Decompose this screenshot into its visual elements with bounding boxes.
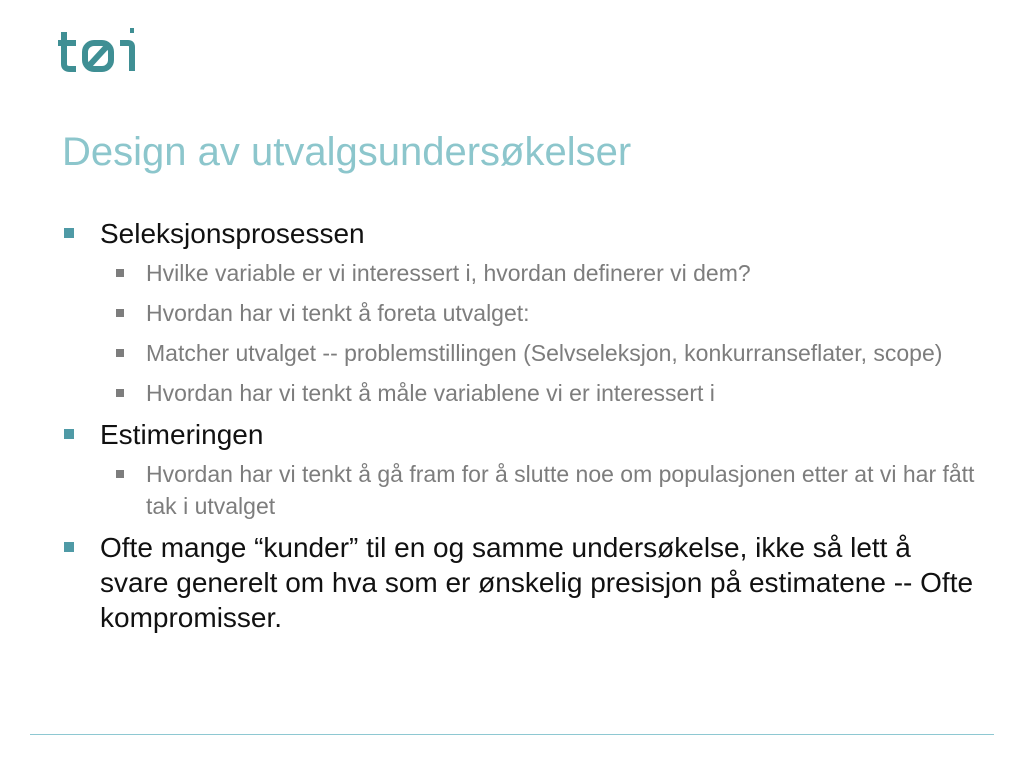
slide-title: Design av utvalgsundersøkelser	[62, 130, 632, 174]
bullet-item	[62, 530, 982, 635]
square-bullet-icon	[116, 309, 124, 317]
sub-bullet-item	[100, 297, 982, 329]
bullet-list	[62, 216, 982, 641]
sub-bullet-text: Hvordan har vi tenkt å måle variablene vi er interessert i	[146, 380, 715, 406]
sub-bullet-item	[100, 458, 982, 522]
square-bullet-icon	[64, 228, 74, 238]
bullet-text: Seleksjonsprosessen	[100, 218, 365, 249]
sub-bullet-text: Hvordan har vi tenkt å gå fram for å slutte noe om populasjonen etter at vi har fått tak i utvalget	[146, 461, 975, 519]
bullet-item	[62, 417, 982, 522]
sub-bullet-list	[100, 257, 982, 409]
footer-divider	[30, 734, 994, 735]
sub-bullet-text: Hvilke variable er vi interessert i, hvordan definerer vi dem?	[146, 260, 751, 286]
sub-bullet-item	[100, 257, 982, 289]
sub-bullet-text: Matcher utvalget -- problemstillingen (Selvseleksjon, konkurranseflater, scope)	[146, 340, 943, 366]
sub-bullet-item	[100, 337, 982, 369]
sub-bullet-text: Hvordan har vi tenkt å foreta utvalget:	[146, 300, 530, 326]
bullet-text: Ofte mange “kunder” til en og samme undersøkelse, ikke så lett å svare generelt om hva som er ønskelig presisjon på estimatene -- Ofte kompromisser.	[100, 532, 974, 633]
sub-bullet-list	[100, 458, 982, 522]
square-bullet-icon	[64, 542, 74, 552]
bullet-item	[62, 216, 982, 409]
toi-logo	[56, 28, 144, 74]
square-bullet-icon	[116, 389, 124, 397]
square-bullet-icon	[116, 470, 124, 478]
sub-bullet-item	[100, 377, 982, 409]
square-bullet-icon	[64, 429, 74, 439]
square-bullet-icon	[116, 269, 124, 277]
square-bullet-icon	[116, 349, 124, 357]
bullet-text: Estimeringen	[100, 419, 264, 450]
